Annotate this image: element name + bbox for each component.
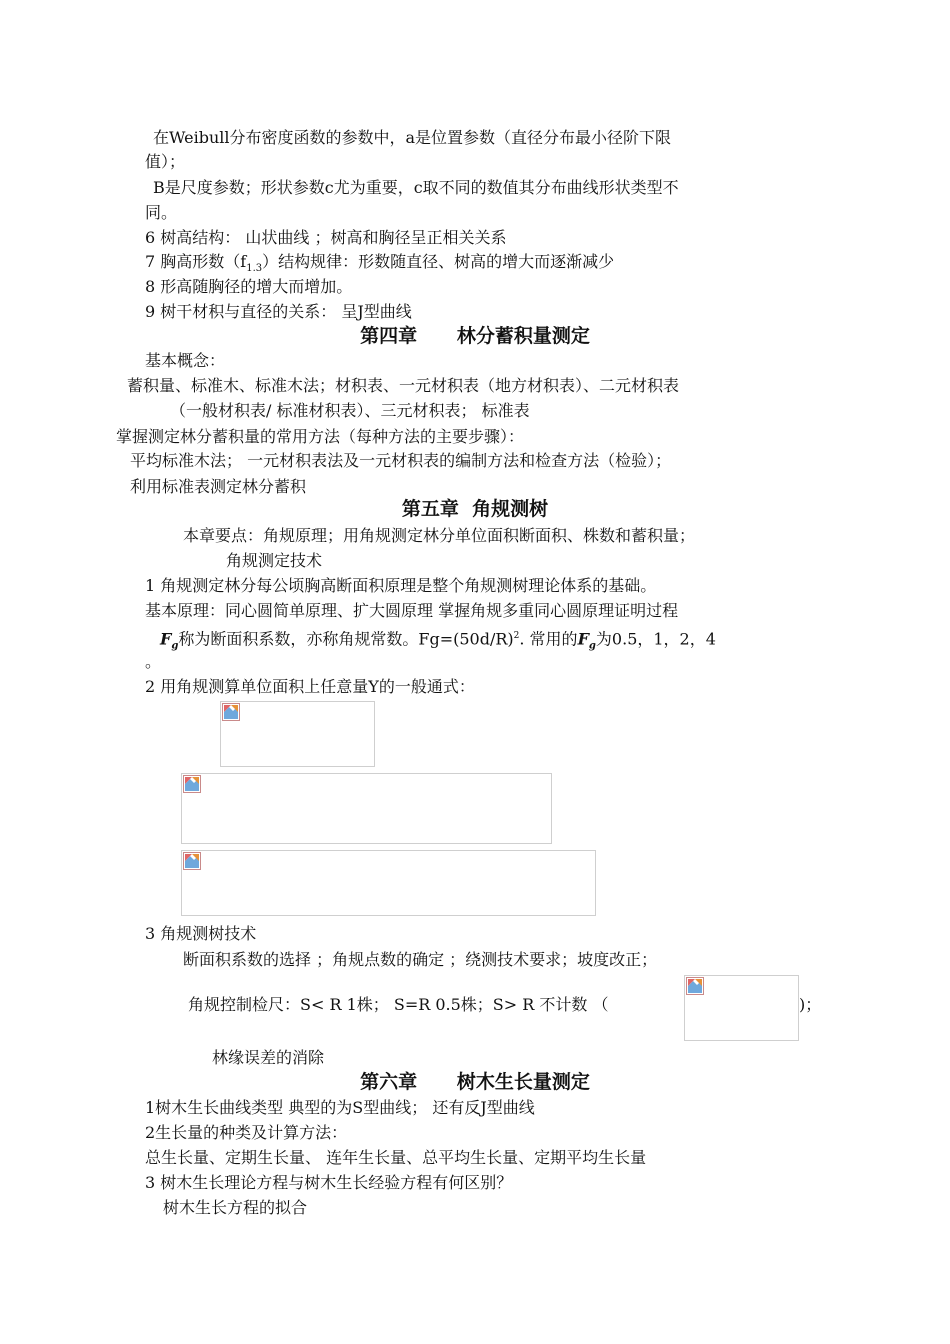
formula-image-placeholder (684, 975, 799, 1041)
text-line: （一般材积表/ 标准材积表）、三元材积表； 标准表 (170, 401, 530, 420)
text-line: 断面积系数的选择 ；角规点数的确定 ；绕测技术要求；坡度改正； (183, 950, 658, 969)
chapter-heading: 第五章 角规测树 (401, 498, 549, 520)
text-line: 3 角规测树技术 (145, 924, 257, 943)
symbol: F (160, 629, 172, 649)
text-line: 值）； (145, 152, 186, 171)
text-segment: 称为断面积系数，亦称角规常数。Fg=(50d/R) (178, 629, 514, 649)
text-segment: 7 胸高形数（f (145, 252, 247, 271)
broken-image-icon (222, 703, 240, 721)
subscript: g (588, 640, 596, 652)
text-line: 林缘误差的消除 (212, 1048, 325, 1067)
text-line: B是尺度参数；形状参数c尤为重要，c取不同的数值其分布曲线形状类型不 (153, 178, 679, 197)
formula-image-placeholder (181, 773, 552, 844)
text-line: 平均标准木法； 一元材积表法及一元材积表的编制方法和检查方法（检验）； (130, 451, 672, 470)
text-line: 基本原理：同心圆简单原理、扩大圆原理 掌握角规多重同心圆原理证明过程 (145, 601, 679, 620)
text-line: 1树木生长曲线类型 典型的为S型曲线； 还有反J型曲线 (145, 1098, 535, 1117)
text-line: 基本概念： (145, 351, 226, 370)
text-line (145, 252, 614, 279)
text-line (160, 626, 716, 657)
text-line: 同。 (145, 203, 178, 222)
symbol: F (577, 629, 589, 649)
text-line: 利用标准表测定林分蓄积 (130, 477, 307, 496)
text-line: )； (799, 995, 822, 1014)
text-line: 总生长量、定期生长量、 连年生长量、总平均生长量、定期平均生长量 (145, 1148, 647, 1167)
subscript: 1.3 (246, 263, 263, 275)
text-line: 在Weibull分布密度函数的参数中，a是位置参数（直径分布最小径阶下限 (153, 128, 672, 147)
text-line: 2 用角规测算单位面积上任意量Y的一般通式： (145, 677, 475, 696)
text-segment: 为0.5，1，2，4 (595, 629, 716, 649)
subscript: g (171, 640, 179, 652)
broken-image-icon (183, 775, 201, 793)
broken-image-icon (686, 977, 704, 995)
formula-image-placeholder (220, 701, 375, 767)
chapter-heading: 第六章 树木生长量测定 (360, 1071, 590, 1093)
text-segment: ）结构规律：形数随直径、树高的增大而逐渐减少 (262, 252, 615, 271)
superscript: 2 (513, 631, 520, 641)
text-line: 1 角规测定林分每公顷胸高断面积原理是整个角规测树理论体系的基础。 (145, 576, 657, 595)
text-line: 2生长量的种类及计算方法： (145, 1123, 348, 1142)
text-line: 本章要点：角规原理；用角规测定林分单位面积断面积、株数和蓄积量； (183, 526, 696, 545)
chapter-heading: 第四章 林分蓄积量测定 (360, 325, 590, 347)
text-line: 蓄积量、标准木、标准木法；材积表、一元材积表（地方材积表）、二元材积表 (127, 376, 680, 395)
text-line: 树木生长方程的拟合 (163, 1198, 308, 1217)
text-line: 掌握测定林分蓄积量的常用方法（每种方法的主要步骤）： (116, 427, 525, 446)
text-line: 角规测定技术 (226, 551, 323, 570)
text-line: 6 树高结构： 山状曲线 ；树高和胸径呈正相关关系 (145, 228, 507, 247)
text-line: 3 树木生长理论方程与树木生长经验方程有何区别？ (145, 1173, 513, 1192)
text-segment: . 常用的 (519, 629, 578, 649)
text-line: 8 形高随胸径的增大而增加。 (145, 277, 353, 296)
text-line: 角规控制检尺：S< R 1株； S=R 0.5株；S> R 不计数 （ (188, 995, 609, 1014)
text-line: 9 树干材积与直径的关系： 呈J型曲线 (145, 302, 412, 321)
formula-image-placeholder (181, 850, 596, 916)
text-line: 。 (145, 652, 162, 671)
broken-image-icon (183, 852, 201, 870)
